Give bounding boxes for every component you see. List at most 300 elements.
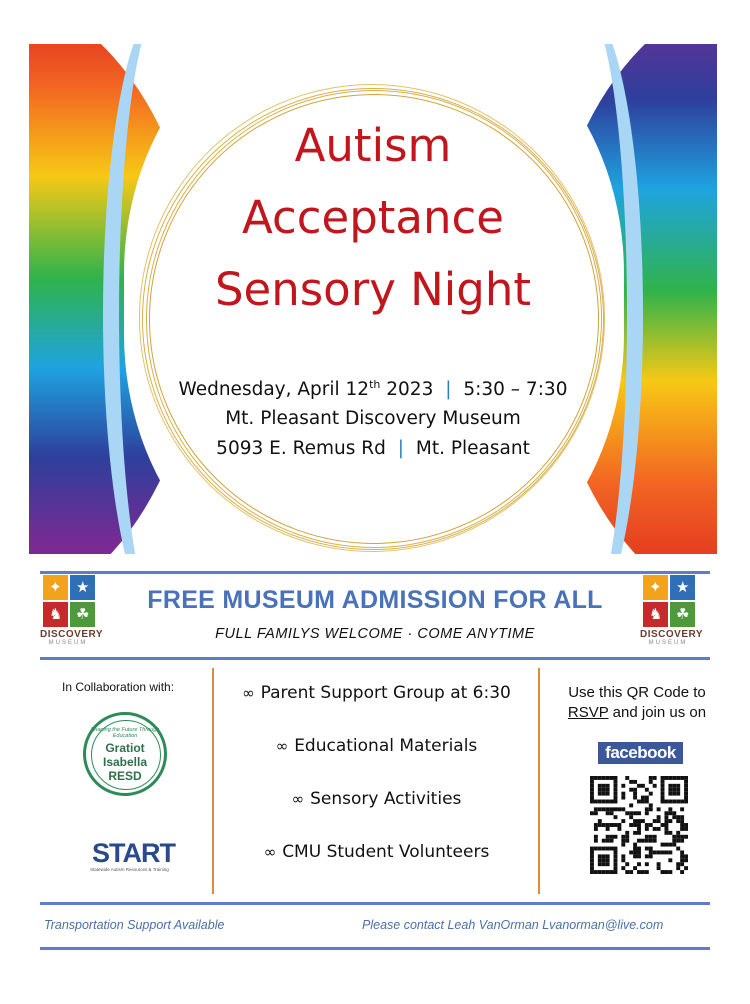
qr-module — [664, 815, 668, 819]
qr-module — [680, 800, 684, 804]
qr-module — [661, 800, 665, 804]
qr-module — [664, 823, 668, 827]
qr-module — [629, 823, 633, 827]
qr-module — [621, 835, 625, 839]
qr-module — [633, 796, 637, 800]
qr-module — [633, 780, 637, 784]
qr-module — [633, 850, 637, 854]
qr-module — [672, 843, 676, 847]
qr-module — [629, 870, 633, 874]
logo-museum-text: MUSEUM — [648, 640, 688, 646]
qr-module — [661, 776, 665, 780]
qr-module — [664, 776, 668, 780]
qr-module — [649, 823, 653, 827]
qr-module — [610, 839, 614, 843]
qr-module — [668, 807, 672, 811]
qr-module — [672, 788, 676, 792]
qr-module — [602, 807, 606, 811]
qr-module — [621, 854, 625, 858]
qr-module — [614, 847, 618, 851]
qr-module — [606, 858, 610, 862]
qr-module — [606, 823, 610, 827]
qr-module — [590, 792, 594, 796]
qr-module — [614, 788, 618, 792]
rsvp-instructions — [553, 683, 721, 723]
qr-module — [637, 862, 641, 866]
qr-module — [672, 811, 676, 815]
qr-module — [614, 835, 618, 839]
qr-module — [590, 858, 594, 862]
qr-module — [657, 807, 661, 811]
qr-module — [606, 807, 610, 811]
qr-module — [649, 850, 653, 854]
qr-module — [614, 870, 618, 874]
contact-info: Please contact Leah VanOrman Lvanorman@live.com — [362, 918, 664, 932]
qr-module — [621, 843, 625, 847]
qr-module — [661, 780, 665, 784]
separator: | — [445, 379, 452, 401]
qr-module — [621, 858, 625, 862]
qr-module — [617, 807, 621, 811]
qr-module — [637, 811, 641, 815]
qr-module — [653, 776, 657, 780]
qr-module — [664, 827, 668, 831]
hero-banner — [29, 44, 717, 554]
qr-code-graphic — [590, 776, 688, 874]
qr-module — [625, 776, 629, 780]
qr-module — [672, 800, 676, 804]
qr-module — [610, 800, 614, 804]
start-logo: START — [92, 838, 175, 868]
qr-module — [598, 800, 602, 804]
qr-module — [637, 800, 641, 804]
qr-module — [590, 780, 594, 784]
qr-module — [684, 835, 688, 839]
qr-module — [680, 850, 684, 854]
qr-module — [645, 811, 649, 815]
qr-module — [590, 776, 594, 780]
qr-module — [598, 854, 602, 858]
qr-module — [664, 870, 668, 874]
qr-module — [664, 819, 668, 823]
qr-module — [676, 815, 680, 819]
qr-module — [602, 858, 606, 862]
qr-module — [649, 776, 653, 780]
qr-module — [684, 784, 688, 788]
qr-module — [617, 823, 621, 827]
qr-module — [602, 854, 606, 858]
qr-module — [676, 866, 680, 870]
qr-module — [590, 788, 594, 792]
qr-module — [625, 835, 629, 839]
logo-discovery-text: DISCOVERY — [40, 629, 104, 640]
activity-label: Sensory Activities — [310, 789, 462, 809]
qr-module — [653, 850, 657, 854]
qr-module — [598, 776, 602, 780]
qr-module — [633, 788, 637, 792]
qr-module — [680, 776, 684, 780]
qr-module — [680, 858, 684, 862]
qr-module — [610, 776, 614, 780]
qr-module — [684, 866, 688, 870]
qr-module — [614, 800, 618, 804]
facebook-logo[interactable]: facebook — [598, 742, 683, 764]
qr-module — [606, 827, 610, 831]
qr-module — [684, 780, 688, 784]
qr-module — [606, 839, 610, 843]
qr-module — [614, 784, 618, 788]
activity-label: Educational Materials — [294, 736, 478, 756]
qr-module — [614, 823, 618, 827]
qr-module — [625, 811, 629, 815]
qr-module — [653, 835, 657, 839]
qr-module — [594, 847, 598, 851]
infinity-icon: ∞ — [263, 843, 277, 861]
qr-module — [598, 858, 602, 862]
qr-module — [594, 870, 598, 874]
qr-module — [637, 827, 641, 831]
event-address: 5093 E. Remus Rd — [216, 438, 386, 459]
qr-module — [649, 803, 653, 807]
event-city: Mt. Pleasant — [415, 438, 530, 459]
qr-module — [594, 807, 598, 811]
qr-module — [684, 776, 688, 780]
qr-module — [637, 854, 641, 858]
qr-module — [614, 862, 618, 866]
event-datetime — [29, 378, 717, 400]
qr-module — [657, 827, 661, 831]
qr-module — [590, 862, 594, 866]
rsvp-line-1: Use this QR Code to — [568, 684, 706, 701]
qr-module — [661, 788, 665, 792]
qr-module — [590, 847, 594, 851]
qr-module — [614, 780, 618, 784]
qr-module — [610, 823, 614, 827]
qr-module — [606, 784, 610, 788]
qr-module — [676, 776, 680, 780]
qr-module — [602, 870, 606, 874]
qr-module — [641, 796, 645, 800]
qr-module — [594, 835, 598, 839]
families-welcome-subline: FULL FAMILYS WELCOME · COME ANYTIME — [215, 626, 535, 642]
qr-module — [684, 800, 688, 804]
logo-museum-text: MUSEUM — [48, 640, 88, 646]
resd-tagline: Shaping the Future Through Education — [90, 727, 160, 739]
qr-module — [676, 839, 680, 843]
qr-module — [633, 811, 637, 815]
infinity-icon: ∞ — [291, 790, 305, 808]
qr-module — [637, 823, 641, 827]
qr-module — [664, 831, 668, 835]
qr-module — [590, 850, 594, 854]
qr-module — [657, 866, 661, 870]
qr-module — [668, 850, 672, 854]
qr-module — [676, 835, 680, 839]
qr-module — [617, 827, 621, 831]
qr-module — [649, 792, 653, 796]
event-title-line: Sensory Night — [214, 263, 532, 316]
infinity-icon: ∞ — [242, 684, 255, 702]
qr-module — [676, 847, 680, 851]
qr-module — [621, 819, 625, 823]
qr-module — [649, 807, 653, 811]
discovery-museum-logo-right: ✦ ★ ♞ ☘ DISCOVERY MUSEUM — [640, 575, 696, 646]
qr-module — [684, 827, 688, 831]
qr-module — [668, 819, 672, 823]
qr-module — [629, 811, 633, 815]
qr-module — [606, 862, 610, 866]
divider-middle — [40, 657, 710, 660]
qr-module — [621, 839, 625, 843]
qr-module — [637, 870, 641, 874]
qr-module — [610, 835, 614, 839]
qr-module — [661, 792, 665, 796]
column-divider-right — [538, 668, 540, 894]
qr-module — [680, 807, 684, 811]
activity-label: Parent Support Group at 6:30 — [260, 683, 511, 703]
qr-module — [672, 784, 676, 788]
qr-module — [594, 776, 598, 780]
qr-module — [676, 800, 680, 804]
qr-module — [637, 819, 641, 823]
qr-module — [668, 788, 672, 792]
divider-footer-bottom — [40, 947, 710, 950]
qr-module — [645, 835, 649, 839]
divider-footer-top — [40, 902, 710, 905]
qr-module — [649, 780, 653, 784]
qr-module — [614, 792, 618, 796]
qr-module — [621, 796, 625, 800]
qr-module — [637, 850, 641, 854]
qr-module — [606, 870, 610, 874]
qr-module — [645, 823, 649, 827]
qr-module — [637, 784, 641, 788]
qr-module — [680, 819, 684, 823]
qr-module — [676, 862, 680, 866]
qr-module — [668, 870, 672, 874]
qr-module — [676, 831, 680, 835]
free-admission-headline: FREE MUSEUM ADMISSION FOR ALL — [147, 586, 603, 614]
qr-module — [653, 819, 657, 823]
divider-top — [40, 571, 710, 574]
qr-module — [598, 862, 602, 866]
qr-module — [657, 850, 661, 854]
event-year: 2023 — [386, 379, 434, 401]
qr-module — [598, 807, 602, 811]
qr-module — [621, 784, 625, 788]
qr-module — [621, 792, 625, 796]
qr-module — [680, 870, 684, 874]
infinity-icon: ∞ — [275, 737, 289, 755]
qr-module — [680, 854, 684, 858]
qr-module — [606, 800, 610, 804]
rsvp-line-2: RSVP and join us on — [567, 704, 707, 721]
qr-module — [668, 776, 672, 780]
qr-module — [657, 815, 661, 819]
qr-module — [684, 796, 688, 800]
qr-module — [606, 811, 610, 815]
qr-module — [629, 780, 633, 784]
qr-module — [653, 839, 657, 843]
qr-module — [672, 835, 676, 839]
qr-module — [625, 839, 629, 843]
date-suffix: th — [369, 378, 381, 391]
gratiot-isabella-resd-logo — [83, 712, 167, 796]
qr-module — [598, 788, 602, 792]
qr-module — [641, 784, 645, 788]
qr-module — [629, 788, 633, 792]
qr-module — [629, 815, 633, 819]
event-date: Wednesday, April 12 — [178, 379, 370, 401]
discovery-museum-logo-left: ✦ ★ ♞ ☘ DISCOVERY MUSEUM — [40, 575, 96, 646]
qr-module — [598, 792, 602, 796]
qr-module — [590, 870, 594, 874]
qr-module — [680, 823, 684, 827]
qr-module — [614, 807, 618, 811]
qr-module — [649, 839, 653, 843]
qr-module — [590, 784, 594, 788]
qr-module — [598, 847, 602, 851]
qr-module — [610, 847, 614, 851]
qr-module — [614, 850, 618, 854]
qr-module — [661, 850, 665, 854]
qr-module — [668, 800, 672, 804]
qr-module — [606, 776, 610, 780]
qr-module — [598, 870, 602, 874]
qr-module — [668, 784, 672, 788]
qr-module — [633, 831, 637, 835]
rsvp-link[interactable]: RSVP — [567, 704, 609, 721]
event-venue: Mt. Pleasant Discovery Museum — [225, 408, 521, 429]
qr-module — [602, 788, 606, 792]
qr-module — [657, 862, 661, 866]
qr-module — [641, 800, 645, 804]
qr-module — [614, 776, 618, 780]
activity-item — [215, 789, 538, 809]
qr-module — [629, 850, 633, 854]
qr-module — [684, 854, 688, 858]
qr-module — [625, 831, 629, 835]
qr-module — [664, 800, 668, 804]
qr-module — [645, 807, 649, 811]
qr-module — [641, 870, 645, 874]
transportation-note: Transportation Support Available — [44, 918, 225, 932]
qr-module — [664, 843, 668, 847]
qr-module — [606, 792, 610, 796]
event-title-line: Autism — [294, 119, 452, 172]
qr-module — [602, 823, 606, 827]
qr-module — [606, 854, 610, 858]
qr-module — [672, 776, 676, 780]
qr-module — [590, 800, 594, 804]
qr-module — [657, 819, 661, 823]
qr-module — [614, 858, 618, 862]
qr-module — [684, 788, 688, 792]
qr-module — [645, 827, 649, 831]
qr-module — [676, 819, 680, 823]
qr-module — [594, 800, 598, 804]
event-address-line — [29, 438, 717, 459]
qr-module — [594, 827, 598, 831]
qr-module — [633, 792, 637, 796]
qr-module — [598, 819, 602, 823]
resd-name-line: Gratiot — [105, 741, 145, 755]
event-time: 5:30 – 7:30 — [463, 379, 568, 401]
qr-module — [606, 847, 610, 851]
qr-module — [653, 784, 657, 788]
qr-module — [629, 803, 633, 807]
qr-module — [621, 866, 625, 870]
qr-module — [653, 827, 657, 831]
activity-item — [215, 842, 538, 862]
qr-module — [614, 854, 618, 858]
qr-module — [668, 831, 672, 835]
qr-code[interactable] — [590, 776, 688, 874]
qr-module — [641, 839, 645, 843]
qr-module — [645, 800, 649, 804]
qr-module — [614, 866, 618, 870]
qr-module — [625, 862, 629, 866]
qr-module — [594, 839, 598, 843]
qr-module — [672, 839, 676, 843]
qr-module — [661, 843, 665, 847]
qr-module — [680, 839, 684, 843]
qr-module — [602, 847, 606, 851]
qr-module — [621, 807, 625, 811]
qr-module — [676, 792, 680, 796]
activity-item — [215, 736, 538, 756]
qr-module — [668, 792, 672, 796]
qr-module — [661, 796, 665, 800]
qr-module — [610, 807, 614, 811]
start-tagline: Statewide Autism Resources & Training — [90, 867, 169, 872]
qr-module — [684, 792, 688, 796]
qr-module — [680, 862, 684, 866]
qr-module — [664, 850, 668, 854]
qr-module — [590, 866, 594, 870]
qr-module — [598, 823, 602, 827]
qr-module — [645, 796, 649, 800]
qr-module — [590, 811, 594, 815]
qr-module — [680, 835, 684, 839]
activity-item — [215, 683, 538, 703]
qr-module — [602, 776, 606, 780]
qr-module — [602, 839, 606, 843]
qr-module — [668, 858, 672, 862]
qr-module — [633, 819, 637, 823]
qr-module — [684, 858, 688, 862]
qr-module — [676, 784, 680, 788]
qr-module — [614, 815, 618, 819]
qr-module — [633, 843, 637, 847]
qr-module — [680, 827, 684, 831]
qr-module — [661, 784, 665, 788]
qr-module — [664, 811, 668, 815]
qr-module — [625, 870, 629, 874]
qr-module — [672, 815, 676, 819]
qr-module — [614, 796, 618, 800]
qr-module — [602, 792, 606, 796]
separator: | — [397, 438, 404, 459]
qr-module — [610, 870, 614, 874]
qr-module — [637, 847, 641, 851]
qr-module — [633, 866, 637, 870]
qr-module — [598, 784, 602, 788]
qr-module — [645, 870, 649, 874]
qr-module — [645, 788, 649, 792]
qr-module — [676, 788, 680, 792]
qr-module — [590, 854, 594, 858]
